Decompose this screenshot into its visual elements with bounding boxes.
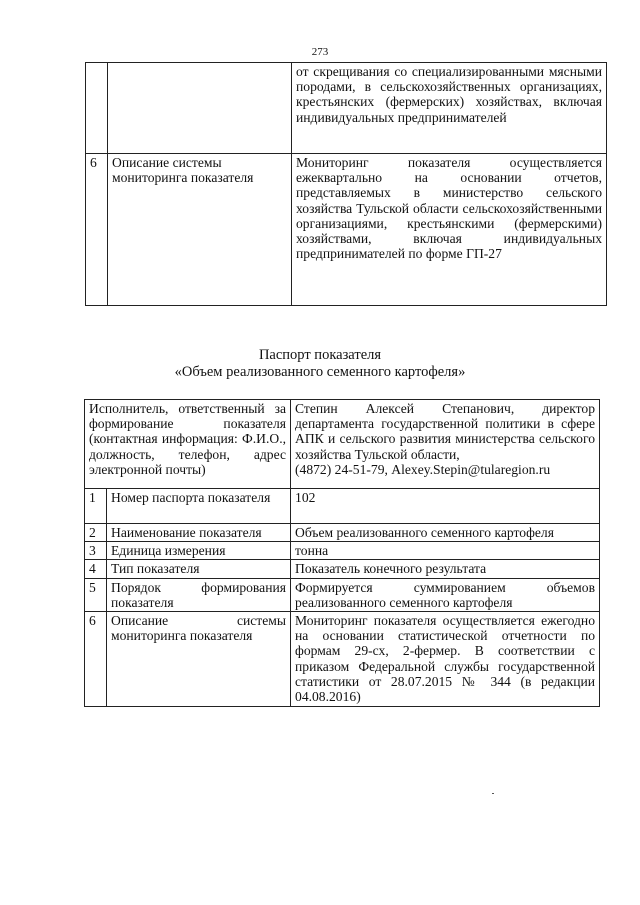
row-label: Порядок формирования показателя — [107, 578, 291, 611]
row-number: 2 — [85, 524, 107, 542]
row-number: 1 — [85, 489, 107, 524]
row-number: 6 — [85, 612, 107, 707]
table-row — [85, 489, 600, 524]
table-row — [85, 524, 600, 542]
row-value: 102 — [291, 489, 600, 524]
indicator-passport-table — [84, 399, 600, 707]
row-label: Единица измерения — [107, 542, 291, 560]
table-row — [85, 542, 600, 560]
heading-line-1: Паспорт показателя — [258, 347, 382, 363]
table-cell-empty — [86, 63, 108, 154]
row-label: Наименование показателя — [107, 524, 291, 542]
row-value: Показатель конечного результата — [291, 560, 600, 578]
executor-name-position: Степин Алексей Степанович, директор департамента государственной политики в сфере АПК и сельского развития министерства сельского хозяйства Тульской области, — [295, 401, 596, 462]
executor-label: Исполнитель, ответственный за формирование показателя (контактная информация: Ф.И.О., должность, телефон, адрес электронной почты) — [85, 400, 291, 489]
indicator-table-continued — [85, 62, 607, 306]
row-value: тонна — [291, 542, 600, 560]
executor-contact: (4872) 24-51-79, Alexey.Stepin@tularegion.ru — [295, 461, 551, 477]
table-cell-empty — [108, 63, 292, 154]
row-label: Описание системы мониторинга показателя — [108, 154, 292, 306]
table-row — [85, 400, 600, 489]
page-number: 273 — [311, 46, 329, 58]
table-row — [86, 63, 607, 154]
heading-line-2: «Объем реализованного семенного картофеля» — [174, 364, 466, 380]
row-value: Формируется суммированием объемов реализованного семенного картофеля — [291, 578, 600, 611]
table-row — [85, 578, 600, 611]
row-label: Тип показателя — [107, 560, 291, 578]
row-number: 3 — [85, 542, 107, 560]
row-number: 4 — [85, 560, 107, 578]
row-value: Объем реализованного семенного картофеля — [291, 524, 600, 542]
row-label: Номер паспорта показателя — [107, 489, 291, 524]
executor-value — [291, 400, 600, 489]
table-row — [86, 154, 607, 306]
table-row — [85, 612, 600, 707]
continued-text: от скрещивания со специализированными мясными породами, в сельскохозяйственных организациях, крестьянских (фермерских) хозяйствах, включая индивидуальных предпринимателей — [292, 63, 607, 154]
passport-heading — [0, 347, 640, 381]
scan-speck — [492, 793, 494, 794]
row-label: Описание системы мониторинга показателя — [107, 612, 291, 707]
table-row — [85, 560, 600, 578]
row-value: Мониторинг показателя осуществляется ежеквартально на основании отчетов, представляемых в министерство сельского хозяйства Тульской области сельскохозяйственными организациями, крестьянскими (фермерскими) хозяйствами, включая индивидуальных предпринимателей по форме ГП-27 — [292, 154, 607, 306]
row-number: 5 — [85, 578, 107, 611]
row-value: Мониторинг показателя осуществляется ежегодно на основании статистической отчетности по формам 29-сх, 2-фермер. В соответствии с приказом Федеральной службы государственной статистики от 28.07.2015 № 344 (в редакции 04.08.2016) — [291, 612, 600, 707]
row-number: 6 — [86, 154, 108, 306]
